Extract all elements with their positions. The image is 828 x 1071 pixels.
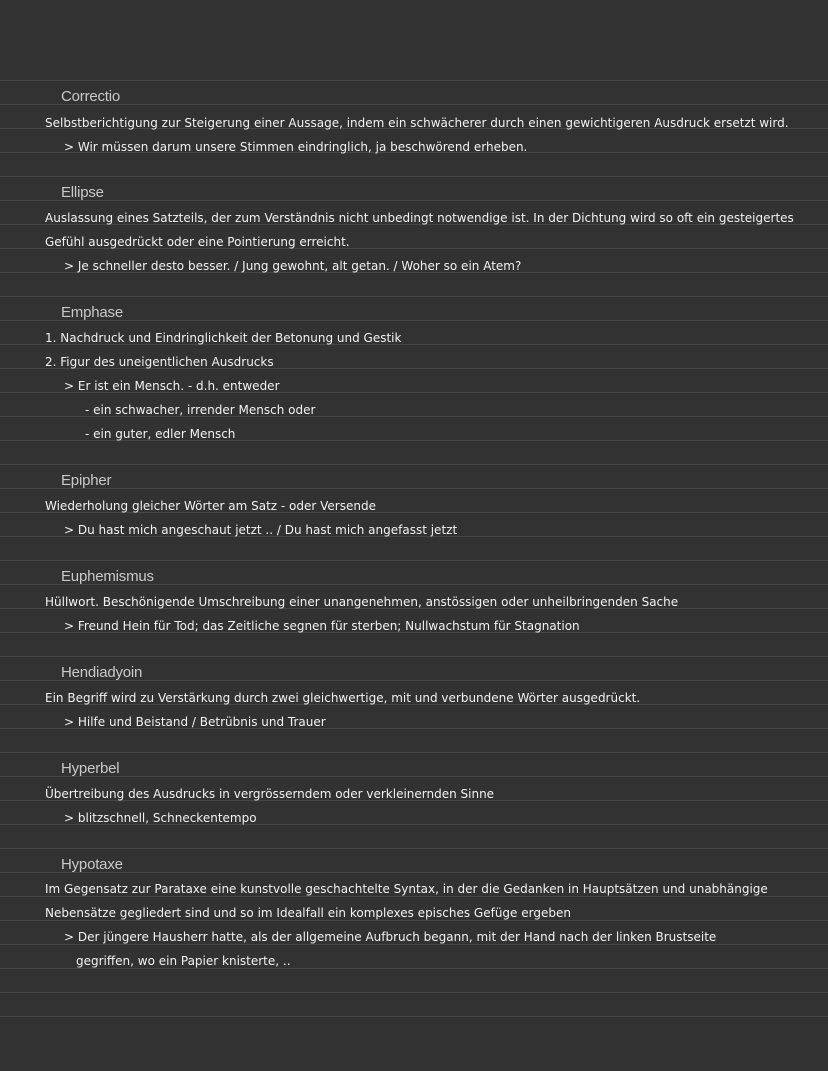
sub-example-line: - ein schwacher, irrender Mensch oder <box>85 403 316 417</box>
section-title: Correctio <box>61 88 121 105</box>
section-title: Hypotaxe <box>61 856 123 873</box>
example-line: > Du hast mich angeschaut jetzt .. / Du hast mich angefasst jetzt <box>64 523 458 537</box>
example-line: gegriffen, wo ein Papier knisterte, .. <box>76 954 291 968</box>
definition-line: Im Gegensatz zur Parataxe eine kunstvolle geschachtelte Syntax, in der die Gedanken in Hauptsätzen und unabhängige <box>45 882 768 896</box>
section-title: Hendiadyoin <box>61 664 143 681</box>
example-line: > Der jüngere Hausherr hatte, als der allgemeine Aufbruch begann, mit der Hand nach der linken Brustseite <box>64 930 717 944</box>
example-line: > Wir müssen darum unsere Stimmen eindringlich, ja beschwörend erheben. <box>64 140 528 154</box>
definition-line: Auslassung eines Satzteils, der zum Verständnis nicht unbedingt notwendige ist. In der Dichtung wird so oft ein gesteigertes <box>45 211 794 225</box>
example-line: > Hilfe und Beistand / Betrübnis und Trauer <box>64 715 326 729</box>
definition-line: 1. Nachdruck und Eindringlichkeit der Betonung und Gestik <box>45 331 402 345</box>
definition-line: Nebensätze gegliedert sind und so im Idealfall ein komplexes episches Gefüge ergeben <box>45 906 571 920</box>
definition-line: Selbstberichtigung zur Steigerung einer Aussage, indem ein schwächerer durch einen gewichtigeren Ausdruck ersetzt wird. <box>45 116 789 130</box>
example-line: > Je schneller desto besser. / Jung gewohnt, alt getan. / Woher so ein Atem? <box>64 259 522 273</box>
definition-line: Gefühl ausgedrückt oder eine Pointierung erreicht. <box>45 235 350 249</box>
section-title: Euphemismus <box>61 568 154 585</box>
section-title: Epipher <box>61 472 112 489</box>
example-line: > Freund Hein für Tod; das Zeitliche segnen für sterben; Nullwachstum für Stagnation <box>64 619 580 633</box>
definition-line: Ein Begriff wird zu Verstärkung durch zwei gleichwertige, mit und verbundene Wörter ausgedrückt. <box>45 691 641 705</box>
section-title: Ellipse <box>61 184 104 201</box>
section-title: Hyperbel <box>61 760 120 777</box>
section-title: Emphase <box>61 304 123 321</box>
definition-line: Hüllwort. Beschönigende Umschreibung einer unangenehmen, anstössigen oder unheilbringenden Sache <box>45 595 679 609</box>
definition-line: Wiederholung gleicher Wörter am Satz - oder Versende <box>45 499 376 513</box>
example-line: > blitzschnell, Schneckentempo <box>64 811 257 825</box>
definition-line: Übertreibung des Ausdrucks in vergrösserndem oder verkleinernden Sinne <box>45 787 495 801</box>
example-line: > Er ist ein Mensch. - d.h. entweder <box>64 379 280 393</box>
sub-example-line: - ein guter, edler Mensch <box>85 427 236 441</box>
definition-line: 2. Figur des uneigentlichen Ausdrucks <box>45 355 274 369</box>
